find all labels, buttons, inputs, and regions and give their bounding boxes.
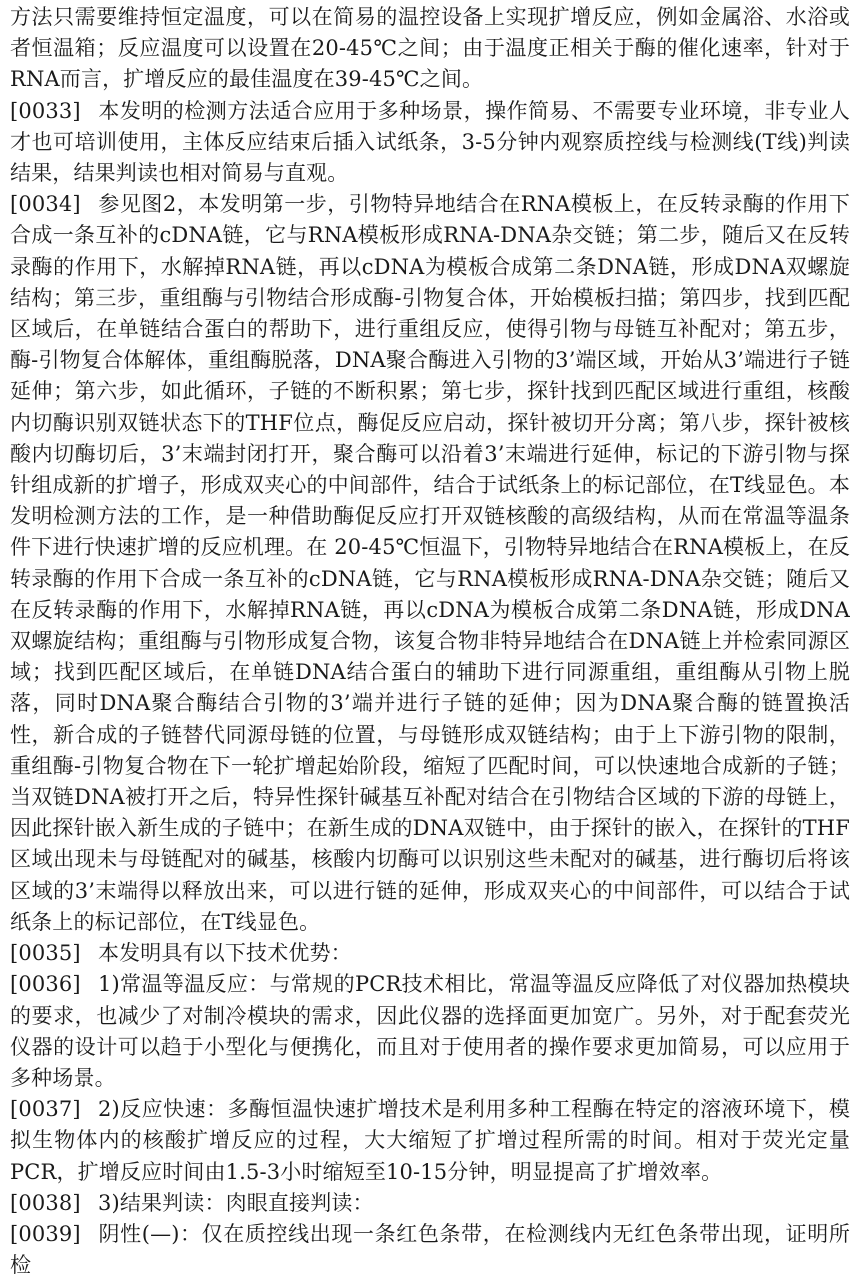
paragraph-text: 参见图2，本发明第一步，引物特异地结合在RNA模板上，在反转录酶的作用下合成一条互补的cDNA链，它与RNA模板形成RNA-DNA杂交链；第二步，随后又在反转录酶的作用下，水解掉RNA链，再以cDNA为模板合成第二条DNA链，形成DNA双螺旋结构；第三步，重组酶与引物结合形成酶-引物复合体，开始模板扫描；第四步，找到匹配区域后，在单链结合蛋白的帮助下，进行重组反应，使得引物与母链互补配对；第五步，酶-引物复合体解体，重组酶脱落，DNA聚合酶进入引物的3’端区域，开始从3’端进行子链延伸；第六步，如此循环，子链的不断积累；第七步，探针找到匹配区域进行重组，核酸内切酶识别双链状态下的THF位点，酶促反应启动，探针被切开分离；第八步，探针被核酸内切酶切后，3’末端封闭打开，聚合酶可以沿着3’末端进行延伸，标记的下游引物与探针组成新的扩增子，形成双夹心的中间部件，结合于试纸条上的标记部位，在T线显色。本发明检测方法的工作，是一种借助酶促反应打开双链核酸的高级结构，从而在常温等温条件下进行快速扩增的反应机理。在 20-45℃恒温下，引物特异地结合在RNA模板上，在反转录酶的作用下合成一条互补的cDNA链，它与RNA模板形成RNA-DNA杂交链；随后又在反转录酶的作用下，水解掉RNA链，再以cDNA为模板合成第二条DNA链，形成DNA 双螺旋结构；重组酶与引物形成复合物，该复合物非特异地结合在DNA链上并检索同源区域；找到匹配区域后，在单链DNA结合蛋白的辅助下进行同源重组，重组酶从引物上脱落，同时DNA聚合酶结合引物的3’端并进行子链的延伸；因为DNA聚合酶的链置换活性，新合成的子链替代同源母链的位置，与母链形成双链结构；由于上下游引物的限制，重组酶-引物复合物在下一轮扩增起始阶段，缩短了匹配时间，可以快速地合成新的子链；当双链DNA被打开之后，特异性探针碱基互补配对结合在引物结合区域的下游的母链上，因此探针嵌入新生成的子链中；在新生成的DNA双链中，由于探针的嵌入，在探针的THF区域出现未与母链配对的碱基，核酸内切酶可以识别这些未配对的碱基，进行酶切后将该区域的3’末端得以释放出来，可以进行链的延伸，形成双夹心的中间部件，可以结合于试纸条上的标记部位，在T线显色。 [10,192,850,934]
paragraph-number: [0037] [10,1097,81,1122]
paragraph-continuation [10,2,850,96]
paragraph-number: [0036] [10,972,81,997]
paragraph-0034 [10,189,850,938]
paragraph-number: [0039] [10,1221,81,1246]
paragraph-text: 3)结果判读：肉眼直接判读： [98,1190,374,1215]
paragraph-0035 [10,938,850,969]
paragraph-text: 1)常温等温反应：与常规的PCR技术相比，常温等温反应降低了对仪器加热模块的要求，也减少了对制冷模块的需求，因此仪器的选择面更加宽广。另外，对于配套荧光仪器的设计可以趋于小型化与便携化，而且对于使用者的操作要求更加简易，可以应用于多种场景。 [10,972,850,1090]
paragraph-text: 本发明具有以下技术优势： [98,941,352,966]
paragraph-number: [0038] [10,1190,81,1215]
paragraph-text: 方法只需要维持恒定温度，可以在简易的温控设备上实现扩增反应，例如金属浴、水浴或者恒温箱；反应温度可以设置在20-45℃之间；由于温度正相关于酶的催化速率，针对于RNA而言，扩增反应的最佳温度在39-45℃之间。 [10,5,850,92]
paragraph-0038 [10,1188,850,1219]
paragraph-0037 [10,1094,850,1188]
paragraph-number: [0033] [10,98,81,123]
paragraph-text: 2)反应快速：多酶恒温快速扩增技术是利用多种工程酶在特定的溶液环境下，模拟生物体内的核酸扩增反应的过程，大大缩短了扩增过程所需的时间。相对于荧光定量PCR，扩增反应时间由1.5-3小时缩短至10-15分钟，明显提高了扩增效率。 [10,1097,850,1184]
paragraph-0033 [10,96,850,190]
paragraph-number: [0034] [10,192,81,217]
paragraph-0039 [10,1219,850,1281]
paragraph-number: [0035] [10,941,81,966]
paragraph-0036 [10,969,850,1094]
paragraph-text: 阴性(—)：仅在质控线出现一条红色条带，在检测线内无红色条带出现，证明所检 [10,1221,850,1278]
paragraph-text: 本发明的检测方法适合应用于多种场景，操作简易、不需要专业环境，非专业人才也可培训使用，主体反应结束后插入试纸条，3-5分钟内观察质控线与检测线(T线)判读结果，结果判读也相对简易与直观。 [10,98,850,186]
